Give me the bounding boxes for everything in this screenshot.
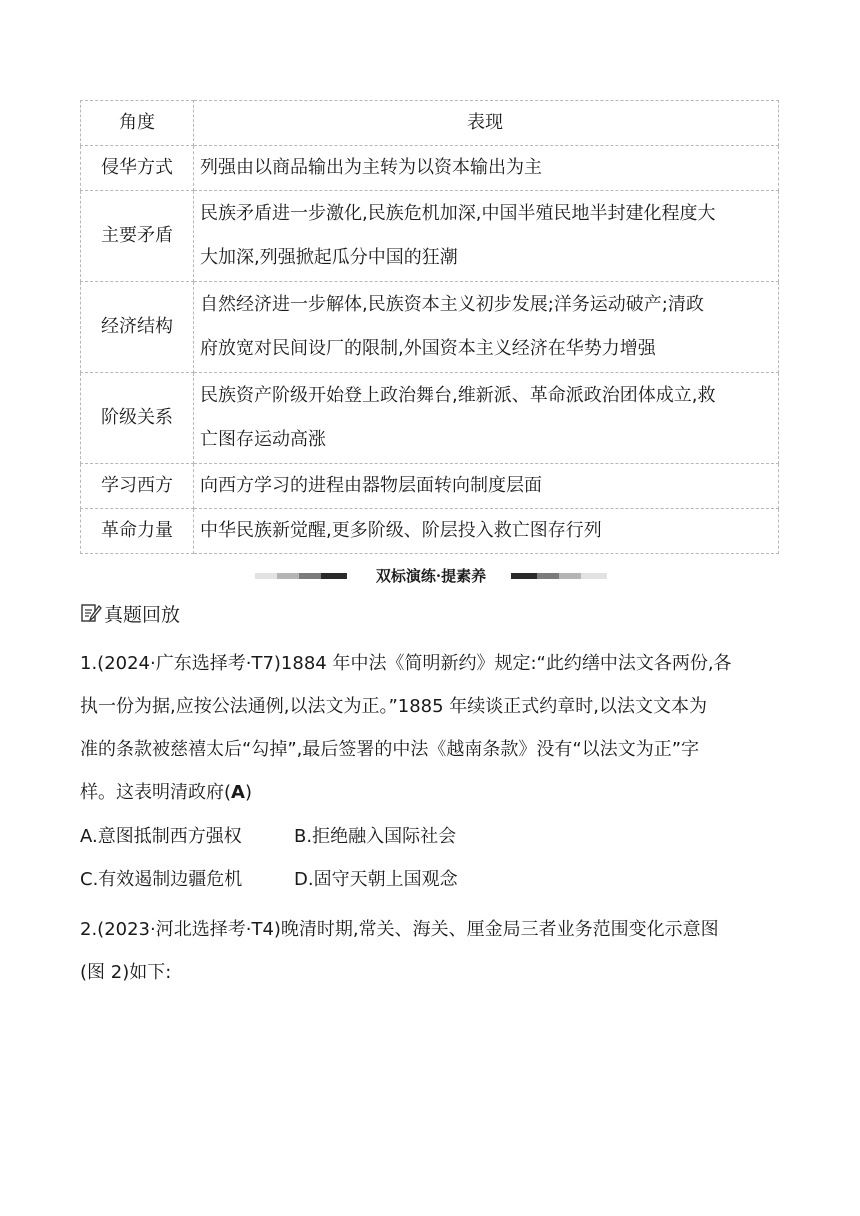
header-manifestation: 表现: [194, 101, 779, 146]
row-line: 民族资产阶级开始登上政治舞台,维新派、革命派政治团体成立,救: [200, 385, 716, 406]
option-c: C.有效遏制边疆危机: [80, 869, 243, 890]
question-2: [80, 908, 780, 994]
row-detail: [194, 373, 779, 464]
question-line: 准的条款被慈禧太后“勾掉”,最后签署的中法《越南条款》没有“以法文为正”字: [80, 739, 700, 760]
table-row: [81, 509, 779, 554]
table-row: [81, 282, 779, 373]
section-heading: [80, 600, 180, 626]
table-row: [81, 464, 779, 509]
question-line: 1.(2024·广东选择考·T7)1884 年中法《简明新约》规定:“此约缮中法文各两份,各: [80, 653, 732, 674]
row-aspect: 革命力量: [81, 509, 194, 554]
section-banner: [255, 566, 607, 586]
row-aspect: 阶级关系: [81, 373, 194, 464]
row-detail: [194, 509, 779, 554]
row-aspect: 经济结构: [81, 282, 194, 373]
question-line-prefix: 样。这表明清政府(: [80, 782, 232, 803]
question-1-options: [80, 815, 458, 901]
row-line: 大加深,列强掀起瓜分中国的狂潮: [200, 247, 458, 268]
row-line: 自然经济进一步解体,民族资本主义初步发展;洋务运动破产;清政: [200, 294, 704, 315]
comparison-table: [80, 100, 779, 554]
option-d: D.固守天朝上国观念: [294, 869, 458, 890]
row-detail: [194, 282, 779, 373]
table-header-row: [81, 101, 779, 146]
row-aspect: 学习西方: [81, 464, 194, 509]
question-line: [80, 771, 780, 814]
banner-title: 双标演练·提素养: [368, 567, 494, 585]
section-title: 真题回放: [104, 603, 181, 626]
question-line: 2.(2023·河北选择考·T4)晚清时期,常关、海关、厘金局三者业务范围变化示意图: [80, 919, 719, 940]
question-line: (图 2)如下:: [80, 962, 172, 983]
row-detail: [194, 191, 779, 282]
row-line: 民族矛盾进一步激化,民族危机加深,中国半殖民地半封建化程度大: [200, 203, 716, 224]
table-row: [81, 146, 779, 191]
question-1: [80, 642, 780, 814]
row-detail: [194, 464, 779, 509]
row-line: 中华民族新觉醒,更多阶级、阶层投入救亡图存行列: [200, 520, 602, 541]
row-line: 向西方学习的进程由器物层面转向制度层面: [200, 475, 542, 496]
option-a: A.意图抵制西方强权: [80, 826, 242, 847]
pencil-note-icon: [80, 602, 102, 624]
row-line: 亡图存运动高涨: [200, 429, 326, 450]
table-row: [81, 191, 779, 282]
table-row: [81, 373, 779, 464]
answer-letter: A: [231, 782, 245, 803]
row-line: 府放宽对民间设厂的限制,外国资本主义经济在华势力增强: [200, 338, 656, 359]
option-b: B.拒绝融入国际社会: [294, 826, 457, 847]
row-line: 列强由以商品输出为主转为以资本输出为主: [200, 157, 542, 178]
row-aspect: 侵华方式: [81, 146, 194, 191]
row-detail: [194, 146, 779, 191]
question-line: 执一份为据,应按公法通例,以法文为正。”1885 年续谈正式约章时,以法文文本为: [80, 696, 708, 717]
row-aspect: 主要矛盾: [81, 191, 194, 282]
question-line-suffix: ): [244, 782, 252, 803]
header-aspect: 角度: [81, 101, 194, 146]
